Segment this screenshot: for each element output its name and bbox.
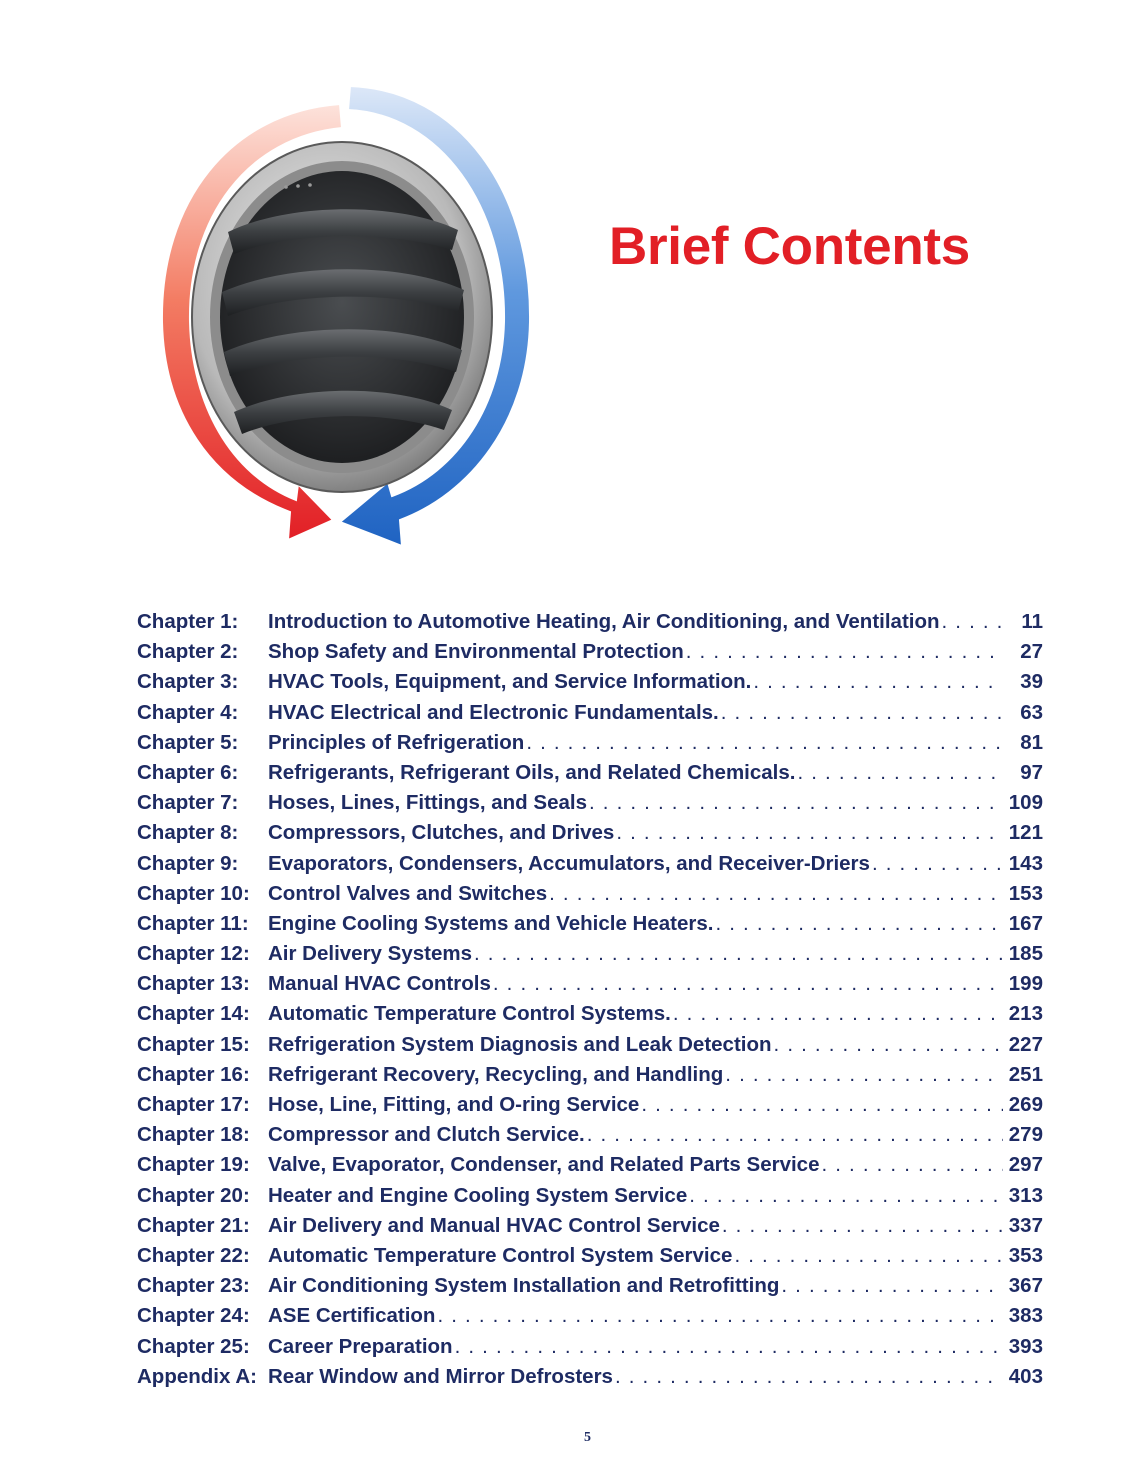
toc-dot-leader: [673, 1002, 1003, 1026]
toc-entry: [137, 972, 1043, 1002]
toc-entry-label: Chapter 25:: [137, 1334, 250, 1358]
toc-entry: [137, 1123, 1043, 1153]
toc-dot-leader: [587, 1123, 1003, 1147]
toc-entry-label: Chapter 21:: [137, 1213, 250, 1237]
toc-entry-label: Chapter 12:: [137, 942, 250, 966]
toc-entry-title: Hoses, Lines, Fittings, and Seals: [268, 791, 587, 815]
toc-entry: [137, 1214, 1043, 1244]
toc-entry-title: Evaporators, Condensers, Accumulators, and Receiver-Driers: [268, 851, 870, 875]
toc-dot-leader: [753, 670, 1003, 694]
toc-entry: [137, 791, 1043, 821]
toc-dot-leader: [872, 852, 1003, 876]
air-vent-icon: [140, 82, 550, 552]
toc-entry-title: ASE Certification: [268, 1304, 436, 1328]
toc-entry: [137, 670, 1043, 700]
toc-entry: [137, 1002, 1043, 1032]
toc-dot-leader: [689, 1184, 1003, 1208]
toc-entry-label: Chapter 8:: [137, 821, 239, 845]
toc-entry-title: Air Conditioning System Installation and Retrofitting: [268, 1274, 780, 1298]
toc-entry-page: 81: [1020, 730, 1043, 754]
toc-entry-page: 297: [1008, 1153, 1043, 1177]
toc-entry-label: Chapter 14:: [137, 1002, 250, 1026]
toc-entry: [137, 1184, 1043, 1214]
toc-dot-leader: [734, 1244, 1003, 1268]
toc-entry-title: Air Delivery Systems: [268, 942, 472, 966]
toc-entry-title: Compressors, Clutches, and Drives: [268, 821, 615, 845]
toc-entry-page: 109: [1008, 791, 1043, 815]
page-number: 5: [584, 1430, 591, 1445]
toc-entry-title: Shop Safety and Environmental Protection: [268, 640, 684, 664]
toc-entry: [137, 731, 1043, 761]
toc-dot-leader: [721, 701, 1003, 725]
toc-dot-leader: [437, 1304, 1003, 1328]
toc-entry-title: Introduction to Automotive Heating, Air Conditioning, and Ventilation: [268, 610, 940, 633]
toc-entry-label: Chapter 5:: [137, 730, 239, 754]
toc-entry-page: 153: [1008, 881, 1043, 905]
toc-dot-leader: [942, 610, 1003, 634]
toc-entry-label: Chapter 11:: [137, 911, 249, 935]
toc-entry-page: 213: [1008, 1002, 1043, 1026]
toc-dot-leader: [455, 1335, 1003, 1359]
toc-entry-title: Refrigerant Recovery, Recycling, and Handling: [268, 1062, 724, 1086]
toc-entry-page: 39: [1020, 670, 1043, 694]
toc-entry-label: Chapter 18:: [137, 1123, 250, 1147]
toc-dot-leader: [474, 942, 1003, 966]
toc-entry-title: Refrigeration System Diagnosis and Leak Detection: [268, 1032, 772, 1056]
toc-entry: [137, 640, 1043, 670]
toc-entry-page: 11: [1021, 610, 1043, 633]
toc-entry-title: Refrigerants, Refrigerant Oils, and Related Chemicals.: [268, 760, 796, 784]
toc-entry: [137, 882, 1043, 912]
toc-entry-label: Chapter 22:: [137, 1243, 250, 1267]
toc-entry-page: 353: [1008, 1243, 1043, 1267]
toc-entry-label: Chapter 4:: [137, 700, 239, 724]
toc-entry-page: 63: [1020, 700, 1043, 724]
toc-dot-leader: [722, 1214, 1003, 1238]
page-title: Brief Contents: [609, 217, 970, 276]
toc-entry-title: Engine Cooling Systems and Vehicle Heaters.: [268, 911, 714, 935]
toc-entry: [137, 1365, 1043, 1395]
toc-entry-title: HVAC Tools, Equipment, and Service Information.: [268, 670, 752, 694]
toc-entry-label: Chapter 23:: [137, 1274, 250, 1298]
toc-entry-title: Manual HVAC Controls: [268, 972, 491, 996]
toc-entry-title: Control Valves and Switches: [268, 881, 548, 905]
toc-dot-leader: [549, 882, 1003, 906]
toc-entry-page: 403: [1008, 1364, 1043, 1388]
toc-dot-leader: [774, 1033, 1003, 1057]
toc-entry-page: 279: [1008, 1123, 1043, 1147]
toc-entry-title: Air Delivery and Manual HVAC Control Service: [268, 1213, 720, 1237]
toc-entry-label: Chapter 17:: [137, 1093, 250, 1116]
toc-dot-leader: [616, 821, 1003, 845]
toc-entry-page: 27: [1020, 640, 1043, 664]
toc-entry: [137, 1335, 1043, 1365]
toc-dot-leader: [589, 791, 1003, 815]
toc-entry-label: Chapter 10:: [137, 881, 250, 905]
toc-entry-title: Automatic Temperature Control Systems.: [268, 1002, 671, 1026]
toc-entry-page: 313: [1008, 1183, 1043, 1207]
toc-entry-page: 393: [1008, 1334, 1043, 1358]
toc-entry-page: 251: [1008, 1062, 1043, 1086]
toc-dot-leader: [797, 761, 1003, 785]
toc-dot-leader: [821, 1153, 1003, 1177]
toc-entry-label: Chapter 1:: [137, 610, 239, 633]
toc-entry-title: Principles of Refrigeration: [268, 730, 525, 754]
toc-entry-page: 367: [1008, 1274, 1043, 1298]
toc-entry: [137, 1063, 1043, 1093]
toc-entry: [137, 1304, 1043, 1334]
toc-entry: [137, 761, 1043, 791]
toc-dot-leader: [725, 1063, 1003, 1087]
toc-entry-title: Automatic Temperature Control System Service: [268, 1243, 733, 1267]
toc-entry-page: 227: [1008, 1032, 1043, 1056]
toc-entry-page: 97: [1020, 760, 1043, 784]
toc-dot-leader: [526, 731, 1003, 755]
toc-entry: [137, 1274, 1043, 1304]
toc-dot-leader: [781, 1274, 1003, 1298]
toc-entry: [137, 942, 1043, 972]
toc-entry: [137, 1093, 1043, 1123]
toc-entry-label: Chapter 7:: [137, 791, 239, 815]
toc-entry: [137, 821, 1043, 851]
toc-entry-label: Appendix A:: [137, 1364, 257, 1388]
toc-entry-label: Chapter 9:: [137, 851, 239, 875]
toc-entry: [137, 610, 1043, 640]
toc-entry-title: Rear Window and Mirror Defrosters: [268, 1364, 613, 1388]
toc-entry-title: Heater and Engine Cooling System Service: [268, 1183, 688, 1207]
toc-dot-leader: [615, 1365, 1003, 1389]
toc-entry-title: HVAC Electrical and Electronic Fundamentals.: [268, 700, 719, 724]
toc-entry: [137, 852, 1043, 882]
toc-entry-label: Chapter 2:: [137, 640, 239, 664]
toc-entry-label: Chapter 6:: [137, 760, 239, 784]
toc-dot-leader: [715, 912, 1003, 936]
toc-dot-leader: [641, 1093, 1003, 1117]
table-of-contents: [137, 610, 1043, 1395]
toc-entry: [137, 701, 1043, 731]
toc-entry: [137, 1033, 1043, 1063]
toc-entry: [137, 1153, 1043, 1183]
toc-entry-page: 167: [1008, 911, 1043, 935]
toc-dot-leader: [493, 972, 1003, 996]
toc-entry-page: 121: [1008, 821, 1043, 845]
toc-entry-page: 143: [1008, 851, 1043, 875]
toc-entry-label: Chapter 15:: [137, 1032, 250, 1056]
toc-entry-label: Chapter 24:: [137, 1304, 250, 1328]
toc-entry-title: Career Preparation: [268, 1334, 453, 1358]
toc-entry: [137, 1244, 1043, 1274]
toc-dot-leader: [686, 640, 1003, 664]
toc-entry-page: 337: [1008, 1213, 1043, 1237]
toc-entry-label: Chapter 19:: [137, 1153, 250, 1177]
toc-entry-title: Valve, Evaporator, Condenser, and Related Parts Service: [268, 1153, 820, 1177]
toc-entry-label: Chapter 3:: [137, 670, 239, 694]
toc-entry-page: 185: [1008, 942, 1043, 966]
toc-entry-label: Chapter 20:: [137, 1183, 250, 1207]
toc-entry-title: Hose, Line, Fitting, and O-ring Service: [268, 1093, 640, 1116]
toc-entry-label: Chapter 13:: [137, 972, 250, 996]
toc-entry-page: 383: [1008, 1304, 1043, 1328]
toc-entry-title: Compressor and Clutch Service.: [268, 1123, 585, 1147]
toc-entry: [137, 912, 1043, 942]
toc-entry-page: 199: [1008, 972, 1043, 996]
toc-entry-label: Chapter 16:: [137, 1062, 250, 1086]
toc-entry-page: 269: [1008, 1093, 1043, 1116]
